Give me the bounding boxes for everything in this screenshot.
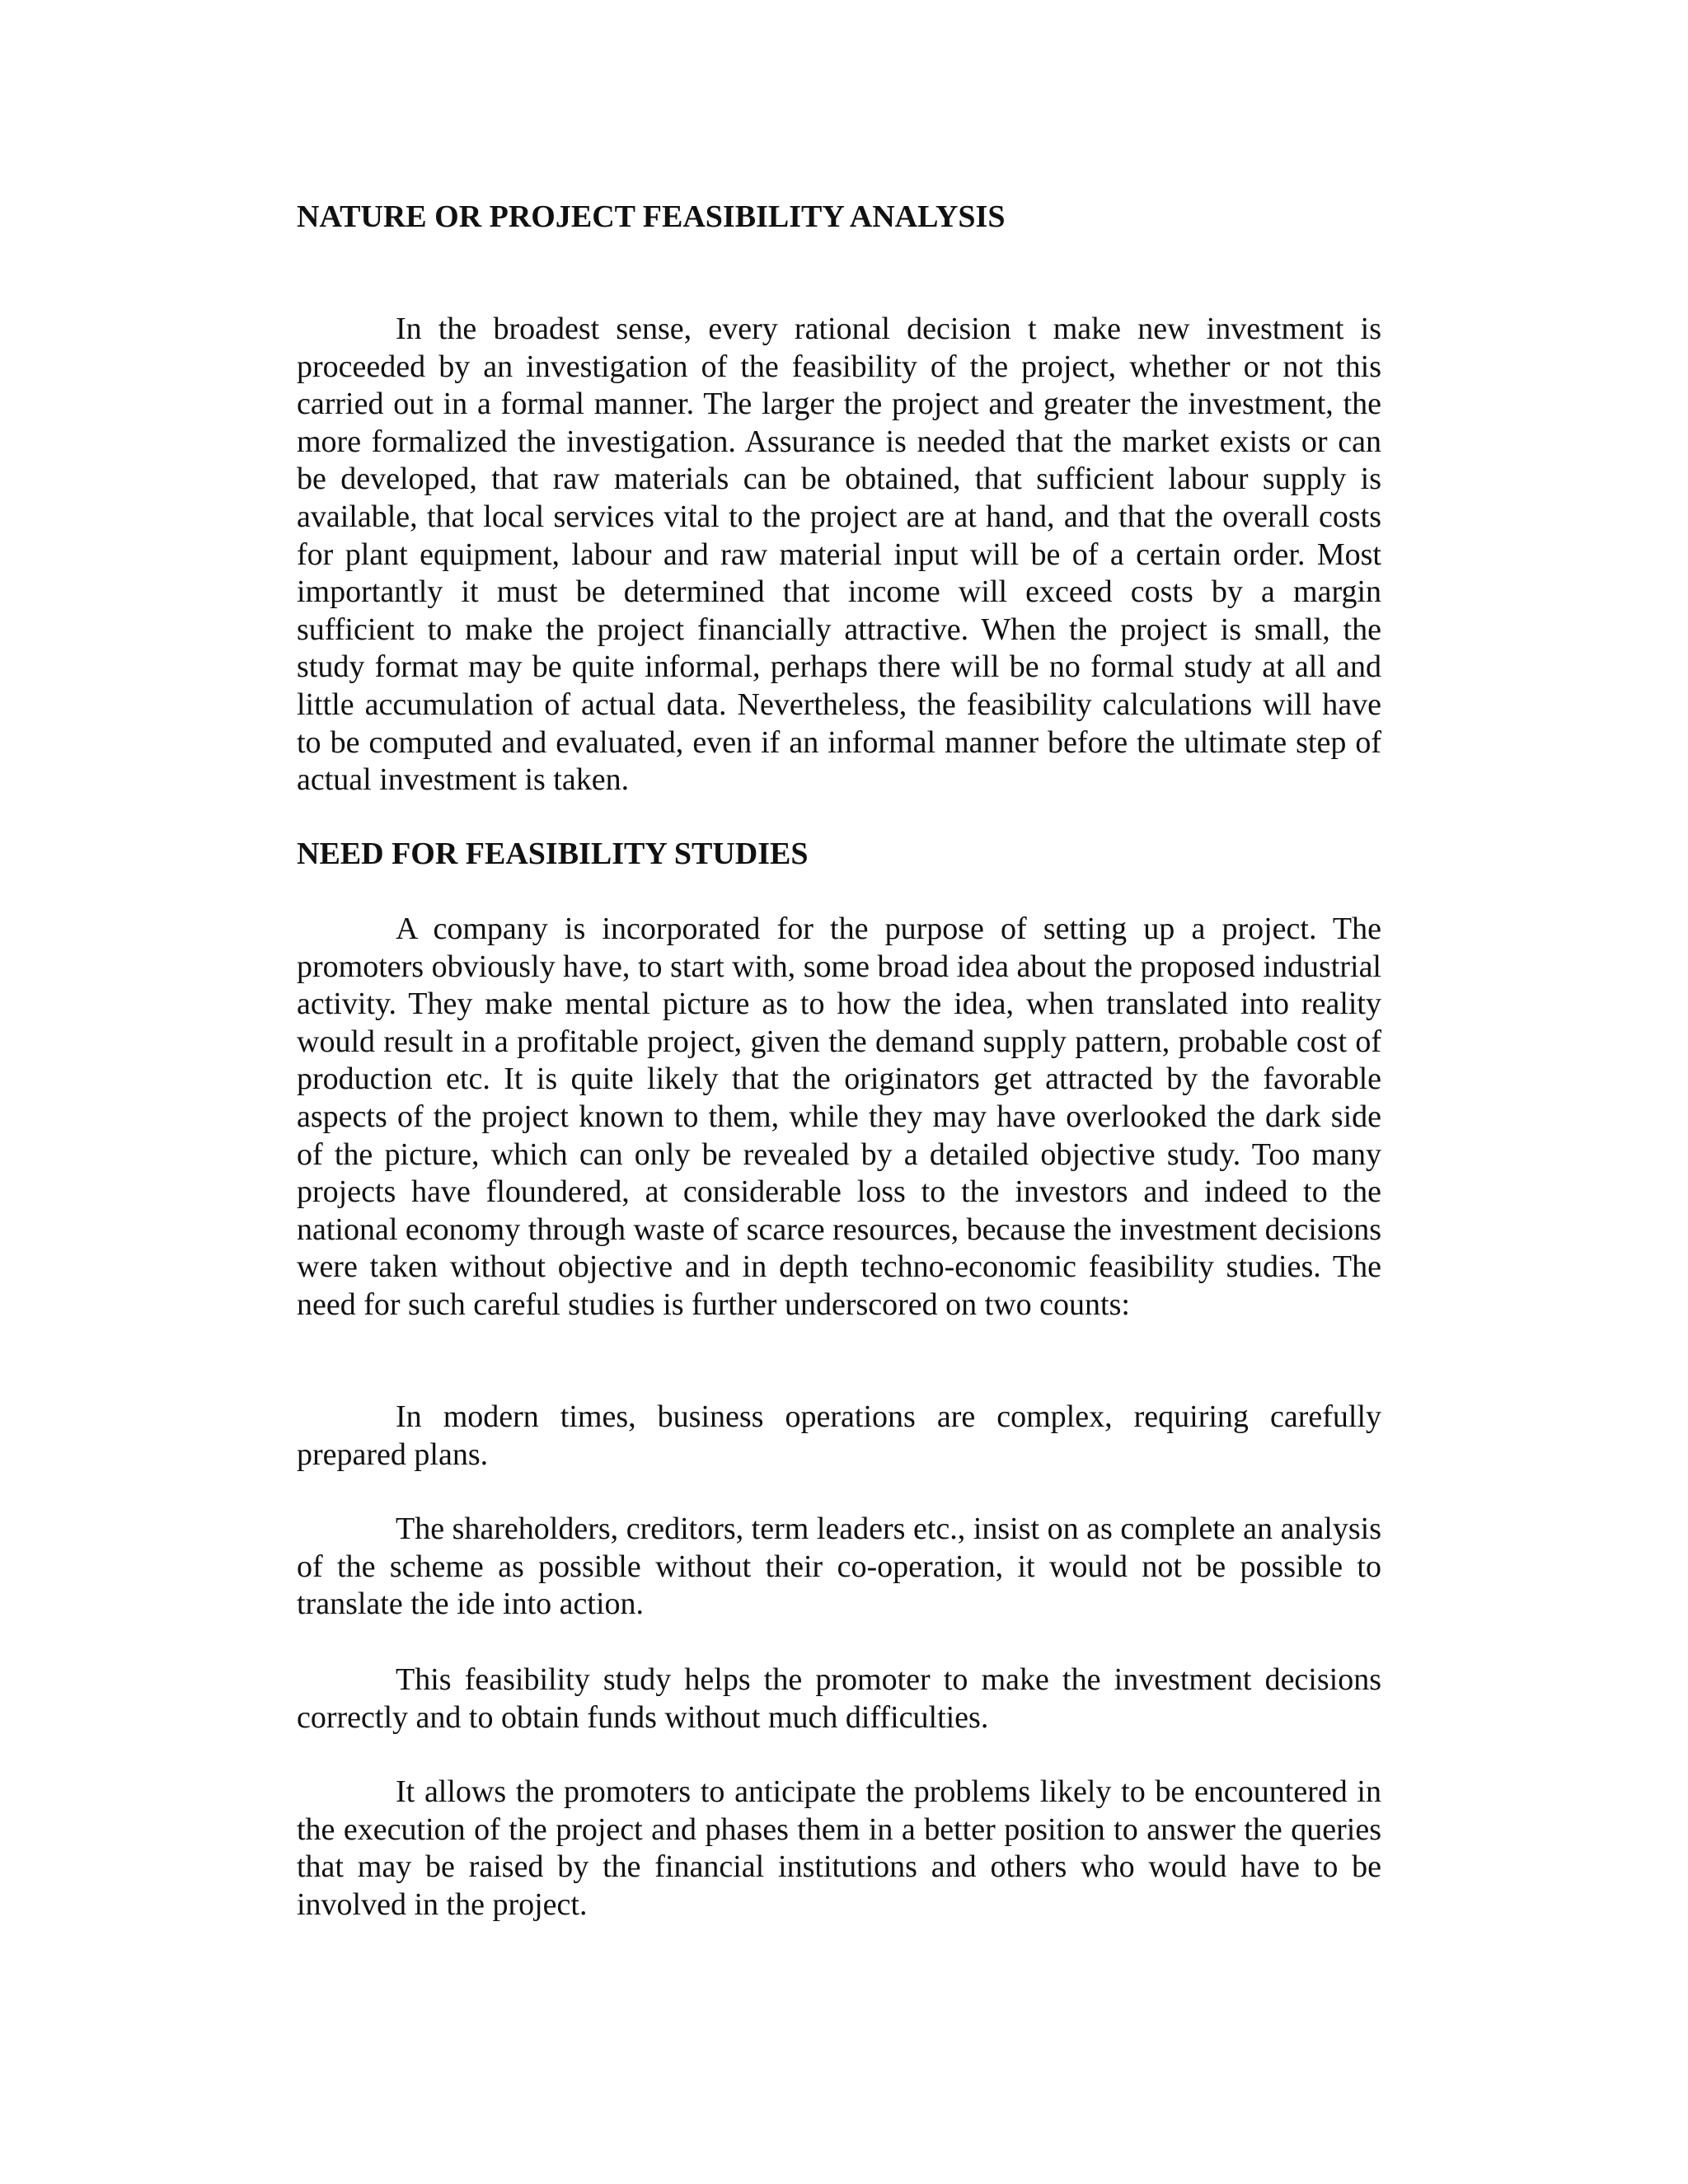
paragraph-nature-feasibility: In the broadest sense, every rational decision t make new investment is proceeded by an investigation of the feasibility of the project, whether or not this carried out in a formal manner. The larger the project and greater the investment, the more formalized the investigation. Assurance is needed that the market exists or can be developed, that raw materials can be obtained, that sufficient labour supply is available, that local services vital to the project are at hand, and that the overall costs for plant equipment, labour and raw material input will be of a certain order. Most importantly it must be determined that income will exceed costs by a margin sufficient to make the project financially attractive. When the project is small, the study format may be quite informal, perhaps there will be no formal study at all and little accumulation of actual data. Nevertheless, the feasibility calculations will have to be computed and evaluated, even if an informal manner before the ultimate step of actual investment is taken. [297, 312, 1381, 798]
heading-need-feasibility: NEED FOR FEASIBILITY STUDIES [297, 837, 809, 871]
paragraph-study-helps: This feasibility study helps the promoter to make the investment decisions correctly and to obtain funds without much difficulties. [297, 1662, 1381, 1735]
heading-nature-feasibility: NATURE OR PROJECT FEASIBILITY ANALYSIS [297, 199, 1006, 234]
paragraph-modern-times: In modern times, business operations are complex, requiring carefully prepared plans. [297, 1399, 1381, 1472]
paragraph-anticipate-problems: It allows the promoters to anticipate the problems likely to be encountered in the execution of the project and phases them in a better position to answer the queries that may be raised by the financial institutions and others who would have to be involved in the project. [297, 1774, 1381, 1922]
paragraph-shareholders: The shareholders, creditors, term leaders etc., insist on as complete an analysis of the scheme as possible without their co-operation, it would not be possible to translate the ide into action. [297, 1511, 1381, 1622]
paragraph-need-feasibility: A company is incorporated for the purpose of setting up a project. The promoters obviously have, to start with, some broad idea about the proposed industrial activity. They make mental picture as to how the idea, when translated into reality would result in a profitable project, given the demand supply pattern, probable cost of production etc. It is quite likely that the originators get attracted by the favorable aspects of the project known to them, while they may have overlooked the dark side of the picture, which can only be revealed by a detailed objective study. Too many projects have floundered, at considerable loss to the investors and indeed to the national economy through waste of scarce resources, because the investment decisions were taken without objective and in depth techno-economic feasibility studies. The need for such careful studies is further underscored on two counts: [297, 912, 1381, 1322]
